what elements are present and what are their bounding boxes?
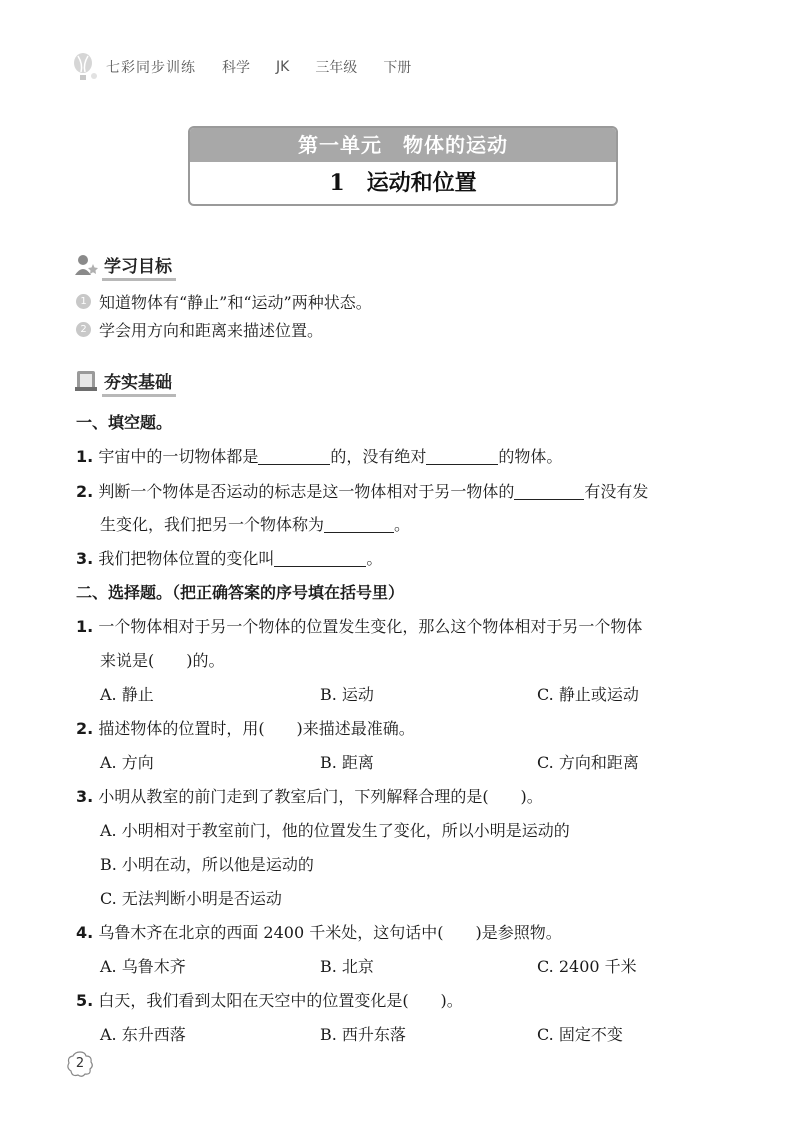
option-a[interactable]: A. 小明相对于教室前门，他的位置发生了变化，所以小明是运动的 [100,821,570,840]
question-text: 小明从教室的前门走到了教室后门，下列解释合理的是( )。 [98,787,543,806]
part-title-fill-blank: 一、填空题。 [76,413,173,432]
option-b[interactable]: B. 运动 [320,685,374,704]
choice-question-2 [76,716,415,739]
fill-question-2-cont [100,512,410,535]
option-c[interactable]: C. 2400 千米 [537,957,637,976]
goal-text: 学会用方向和距离来描述位置。 [99,321,324,340]
choice-question-1-cont: 来说是( )的。 [100,651,225,670]
option-c[interactable]: C. 无法判断小明是否运动 [100,889,282,908]
goal-number: 1 [76,294,91,309]
option-a[interactable]: A. 东升西落 [100,1025,186,1044]
balloon-icon [72,52,98,82]
lesson-title: 1 运动和位置 [329,170,477,196]
question-text: 的物体。 [498,447,563,466]
question-text: 的，没有绝对 [330,447,427,466]
question-text: 。 [366,549,383,568]
lesson-title-box [188,126,618,206]
page-number-text: 2 [75,1056,85,1071]
answer-blank[interactable] [324,516,394,533]
question-text: 有没有发 [584,482,649,501]
goal-item [76,290,372,313]
answer-blank[interactable] [426,448,498,465]
question-number: 3. [76,549,94,568]
subject: 科学 [222,60,250,76]
question-number: 1. [76,617,94,636]
goal-text: 知道物体有“静止”和“运动”两种状态。 [99,293,372,312]
learner-icon [74,254,98,276]
question-text: 判断一个物体是否运动的标志是这一物体相对于另一物体的 [98,482,515,501]
option-c[interactable]: C. 方向和距离 [537,753,639,772]
question-number: 2. [76,482,94,501]
series-name: 七彩同步训练 [106,60,196,76]
section-underline [102,394,176,397]
option-c[interactable]: C. 固定不变 [537,1025,623,1044]
option-b[interactable]: B. 北京 [320,957,374,976]
choice-question-3 [76,784,543,807]
question-text: 一个物体相对于另一个物体的位置发生变化，那么这个物体相对于另一个物体 [98,617,643,636]
fill-question-1 [76,444,562,467]
notebook-icon [74,370,98,392]
question-number: 1. [76,447,94,466]
question-number: 3. [76,787,94,806]
question-text: 描述物体的位置时，用( )来描述最准确。 [98,719,415,738]
section-underline [102,278,176,281]
question-text: 我们把物体位置的变化叫 [98,549,275,568]
fill-question-2 [76,479,648,502]
part-title-choice: 二、选择题。（把正确答案的序号填在括号里） [76,583,405,602]
option-b[interactable]: B. 小明在动，所以他是运动的 [100,855,314,874]
option-a[interactable]: A. 静止 [100,685,154,704]
choice-question-1 [76,614,642,637]
section-title: 夯实基础 [104,373,172,393]
question-number: 4. [76,923,94,942]
question-text: 白天，我们看到太阳在天空中的位置变化是( )。 [98,991,463,1010]
fill-question-3 [76,546,382,569]
page-header [72,52,411,82]
section-basics [74,368,172,393]
goal-number: 2 [76,322,91,337]
option-b[interactable]: B. 西升东落 [320,1025,406,1044]
goal-item [76,318,323,341]
option-a[interactable]: A. 方向 [100,753,154,772]
grade: 三年级 [315,60,358,76]
answer-blank[interactable] [258,448,330,465]
option-a[interactable]: A. 乌鲁木齐 [100,957,186,976]
edition: JK [276,59,290,75]
section-learning-goals [74,252,172,277]
option-b[interactable]: B. 距离 [320,753,374,772]
choice-question-4 [76,920,562,943]
question-text: 乌鲁木齐在北京的西面 2400 千米处，这句话中( )是参照物。 [98,923,562,942]
question-text: 宇宙中的一切物体都是 [98,447,259,466]
volume: 下册 [383,60,412,76]
question-text: 。 [394,515,411,534]
answer-blank[interactable] [514,483,584,500]
answer-blank[interactable] [274,550,366,567]
section-title: 学习目标 [104,257,172,277]
option-c[interactable]: C. 静止或运动 [537,685,639,704]
choice-question-5 [76,988,463,1011]
question-number: 5. [76,991,94,1010]
page-number [66,1050,94,1078]
question-text: 生变化，我们把另一个物体称为 [100,515,325,534]
question-number: 2. [76,719,94,738]
unit-title: 第一单元 物体的运动 [190,128,616,162]
